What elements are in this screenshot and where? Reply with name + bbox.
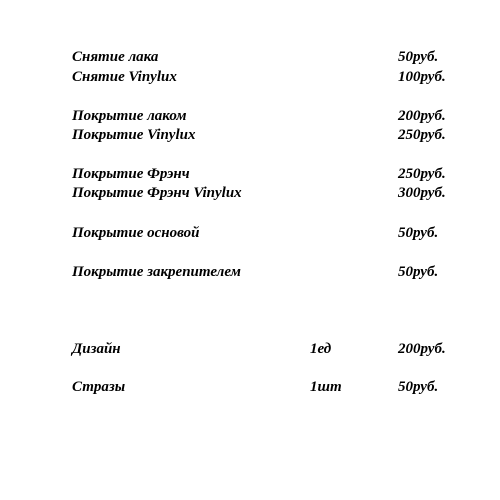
- service-name: Дизайн: [72, 341, 121, 357]
- service-name: Снятие Vinylux: [72, 69, 177, 85]
- service-price: 50руб.: [398, 379, 439, 395]
- price-row-french-vinylux-coating: [0, 183, 500, 203]
- price-row-design: [0, 339, 500, 359]
- service-unit: 1шт: [310, 379, 342, 395]
- service-name: Покрытие Vinylux: [72, 127, 196, 143]
- service-price: 100руб.: [398, 69, 446, 85]
- service-name: Покрытие лаком: [72, 108, 187, 124]
- price-row-vinylux-coating: [0, 125, 500, 145]
- price-row-base-coating: [0, 223, 500, 243]
- service-unit: 1ед: [310, 341, 332, 357]
- service-price: 50руб.: [398, 225, 439, 241]
- price-row-removal-vinylux: [0, 67, 500, 87]
- service-name: Покрытие закрепителем: [72, 264, 241, 280]
- service-price: 250руб.: [398, 127, 446, 143]
- price-row-removal-polish: [0, 47, 500, 67]
- service-name: Снятие лака: [72, 49, 159, 65]
- service-name: Покрытие Фрэнч Vinylux: [72, 185, 242, 201]
- service-price: 50руб.: [398, 264, 439, 280]
- service-price: 50руб.: [398, 49, 439, 65]
- service-name: Покрытие Фрэнч: [72, 166, 190, 182]
- service-price: 200руб.: [398, 108, 446, 124]
- service-name: Стразы: [72, 379, 126, 395]
- service-name: Покрытие основой: [72, 225, 200, 241]
- price-row-top-coating: [0, 262, 500, 282]
- price-row-french-coating: [0, 164, 500, 184]
- service-price: 300руб.: [398, 185, 446, 201]
- service-price: 200руб.: [398, 341, 446, 357]
- price-row-rhinestones: [0, 377, 500, 397]
- service-price: 250руб.: [398, 166, 446, 182]
- price-row-polish-coating: [0, 106, 500, 126]
